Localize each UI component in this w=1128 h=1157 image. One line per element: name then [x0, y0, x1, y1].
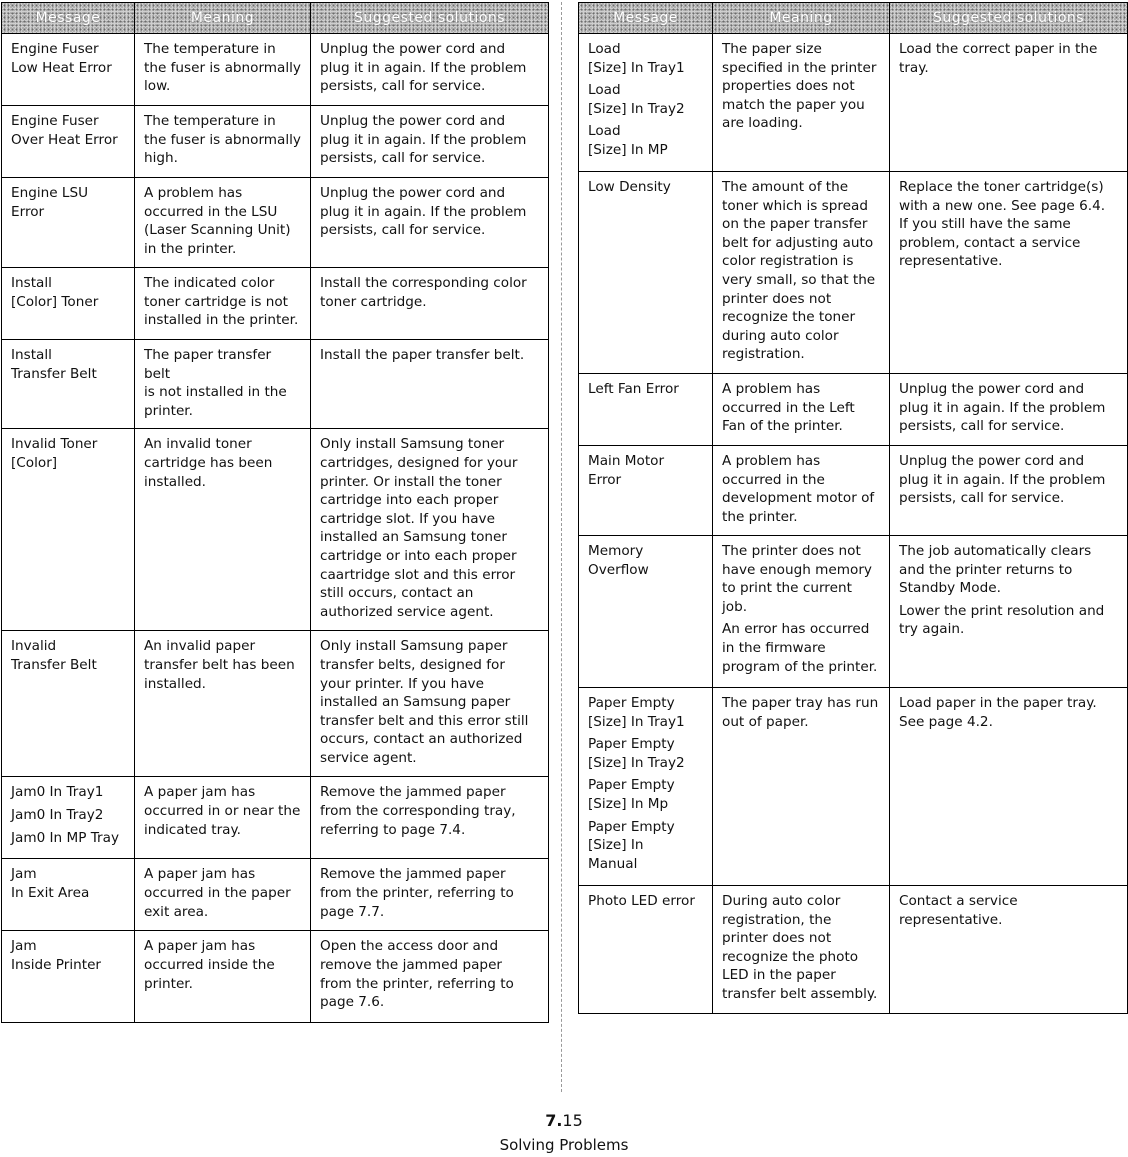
solution-cell	[890, 172, 1128, 374]
meaning-text: A paper jam has occurred in or near the indicated tray.	[144, 784, 301, 838]
message-cell	[2, 34, 135, 106]
message-text: Install Transfer Belt	[11, 347, 97, 382]
solution-cell	[311, 340, 549, 429]
page-footer	[0, 1110, 1128, 1156]
solution-cell	[890, 688, 1128, 886]
solution-cell	[890, 374, 1128, 446]
right-message-table-column	[578, 2, 1127, 1014]
meaning-cell	[135, 631, 311, 777]
center-divider	[561, 2, 562, 1092]
meaning-text: An error has occurred in the firmware program of the printer.	[722, 621, 878, 675]
meaning-text: A problem has occurred in the LSU (Laser Scanning Unit) in the printer.	[144, 185, 291, 257]
solution-cell	[311, 178, 549, 268]
message-text: Invalid Transfer Belt	[11, 638, 97, 673]
table-row	[579, 446, 1128, 536]
solution-cell	[311, 931, 549, 1023]
header-message: Message	[579, 3, 713, 34]
meaning-text: A paper jam has occurred in the paper exit area.	[144, 866, 291, 920]
solution-text: Install the corresponding color toner cartridge.	[320, 275, 527, 310]
solution-text: Unplug the power cord and plug it in again. If the problem persists, call for service.	[320, 185, 527, 239]
message-text: Jam0 In Tray1	[11, 784, 104, 801]
message-cell	[2, 931, 135, 1023]
left-message-table-column	[1, 2, 548, 1023]
meaning-text: The temperature in the fuser is abnormally low.	[144, 41, 301, 95]
left-table-body	[2, 34, 549, 1023]
message-cell	[579, 688, 713, 886]
solution-cell	[890, 536, 1128, 688]
left-message-table	[1, 2, 549, 1023]
message-text: Paper Empty [Size] In Tray1	[588, 695, 685, 730]
table-row	[579, 374, 1128, 446]
solution-text: Remove the jammed paper from the corresponding tray, referring to page 7.4.	[320, 784, 516, 838]
solution-text: Load paper in the paper tray. See page 4.2.	[899, 695, 1097, 730]
message-cell	[2, 777, 135, 859]
meaning-text: A paper jam has occurred inside the printer.	[144, 938, 275, 992]
solution-cell	[890, 446, 1128, 536]
solution-text: Unplug the power cord and plug it in again. If the problem persists, call for service.	[899, 381, 1106, 435]
right-table-body	[579, 34, 1128, 1014]
meaning-cell	[135, 859, 311, 931]
meaning-cell	[713, 374, 890, 446]
table-header-row	[2, 3, 549, 34]
message-text: Load [Size] In Tray2	[588, 82, 685, 117]
message-cell	[579, 536, 713, 688]
message-text: Memory Overflow	[588, 543, 649, 578]
meaning-text: The temperature in the fuser is abnormally high.	[144, 113, 301, 167]
message-text: Invalid Toner [Color]	[11, 436, 98, 471]
solution-text: Remove the jammed paper from the printer, referring to page 7.7.	[320, 866, 514, 920]
meaning-cell	[135, 106, 311, 178]
message-text: Jam In Exit Area	[11, 866, 90, 901]
table-row	[2, 340, 549, 429]
table-row	[2, 859, 549, 931]
message-text: Engine Fuser Low Heat Error	[11, 41, 112, 76]
solution-text: Unplug the power cord and plug it in again. If the problem persists, call for service.	[320, 113, 527, 167]
table-row	[2, 106, 549, 178]
message-cell	[2, 429, 135, 631]
solution-text: The job automatically clears and the printer returns to Standby Mode.	[899, 543, 1092, 597]
solution-text: Contact a service representative.	[899, 893, 1018, 928]
solution-cell	[311, 859, 549, 931]
solution-text: Unplug the power cord and plug it in again. If the problem persists, call for service.	[899, 453, 1106, 507]
message-text: Left Fan Error	[588, 381, 679, 397]
message-cell	[2, 178, 135, 268]
meaning-cell	[135, 34, 311, 106]
meaning-cell	[135, 931, 311, 1023]
message-text: Main Motor Error	[588, 453, 665, 488]
table-row	[2, 178, 549, 268]
meaning-text: The paper size specified in the printer properties does not match the paper you are loading.	[722, 41, 877, 132]
header-meaning: Meaning	[135, 3, 311, 34]
table-row	[2, 631, 549, 777]
table-header-row	[579, 3, 1128, 34]
solution-cell	[311, 777, 549, 859]
message-cell	[2, 268, 135, 340]
meaning-cell	[713, 886, 890, 1014]
message-text: Jam Inside Printer	[11, 938, 102, 973]
section-title: Solving Problems	[499, 1136, 629, 1154]
header-suggested-solutions: Suggested solutions	[890, 3, 1128, 34]
message-text: Jam0 In Tray2	[11, 806, 104, 823]
solution-text: Lower the print resolution and try again.	[899, 602, 1105, 638]
meaning-text: A problem has occurred in the Left Fan of the printer.	[722, 381, 855, 435]
message-cell	[579, 886, 713, 1014]
message-cell	[2, 106, 135, 178]
meaning-cell	[713, 536, 890, 688]
page-chapter: 7.	[545, 1111, 563, 1130]
meaning-text: The indicated color toner cartridge is not installed in the printer.	[144, 275, 299, 329]
message-text: Paper Empty [Size] In Manual	[588, 818, 675, 872]
meaning-text: During auto color registration, the printer does not recognize the photo LED in the paper transfer belt assembly.	[722, 893, 878, 1002]
message-cell	[579, 34, 713, 172]
meaning-text: The amount of the toner which is spread on the paper transfer belt for adjusting auto color registration is very small, so that the printer does not recognize the toner during auto color registration.	[722, 179, 876, 363]
message-text: Low Density	[588, 179, 671, 195]
message-cell	[579, 374, 713, 446]
table-row	[2, 429, 549, 631]
solution-cell	[311, 34, 549, 106]
meaning-text: An invalid toner cartridge has been installed.	[144, 436, 273, 490]
meaning-cell	[713, 172, 890, 374]
message-cell	[2, 340, 135, 429]
meaning-cell	[713, 446, 890, 536]
solution-cell	[311, 268, 549, 340]
solution-text: Only install Samsung paper transfer belts, designed for your printer. If you have installed an Samsung paper transfer belt and this error still occurs, contact an authorized service agent.	[320, 638, 529, 766]
right-message-table	[578, 2, 1128, 1014]
message-text: Paper Empty [Size] In Mp	[588, 777, 675, 812]
solution-cell	[311, 631, 549, 777]
meaning-cell	[135, 340, 311, 429]
table-row	[579, 34, 1128, 172]
table-row	[579, 886, 1128, 1014]
table-row	[579, 536, 1128, 688]
page-number-value: 15	[562, 1111, 583, 1130]
message-cell	[579, 172, 713, 374]
message-text: Engine LSU Error	[11, 185, 89, 220]
message-text: Paper Empty [Size] In Tray2	[588, 736, 685, 771]
meaning-cell	[135, 178, 311, 268]
solution-cell	[311, 429, 549, 631]
solution-text: Install the paper transfer belt.	[320, 347, 525, 363]
solution-text: Open the access door and remove the jammed paper from the printer, referring to page 7.6.	[320, 938, 514, 1011]
table-row	[579, 688, 1128, 886]
header-suggested-solutions: Suggested solutions	[311, 3, 549, 34]
table-row	[2, 268, 549, 340]
solution-cell	[890, 34, 1128, 172]
message-text: Jam0 In MP Tray	[11, 829, 120, 846]
meaning-text: A problem has occurred in the development motor of the printer.	[722, 453, 875, 525]
message-cell	[2, 859, 135, 931]
page-number	[0, 1110, 1128, 1132]
message-text: Engine Fuser Over Heat Error	[11, 113, 118, 148]
meaning-text: The paper transfer belt is not installed in the printer.	[144, 347, 287, 419]
meaning-cell	[135, 268, 311, 340]
solution-cell	[311, 106, 549, 178]
table-row	[2, 931, 549, 1023]
meaning-cell	[135, 429, 311, 631]
table-row	[579, 172, 1128, 374]
meaning-cell	[713, 688, 890, 886]
meaning-cell	[135, 777, 311, 859]
solution-text: Replace the toner cartridge(s) with a new one. See page 6.4. If you still have the same problem, contact a service representative.	[899, 179, 1106, 270]
message-cell	[579, 446, 713, 536]
solution-text: Load the correct paper in the tray.	[899, 41, 1098, 76]
header-message: Message	[2, 3, 135, 34]
meaning-text: The printer does not have enough memory to print the current job.	[722, 543, 872, 615]
meaning-text: The paper tray has run out of paper.	[722, 695, 879, 730]
meaning-text: An invalid paper transfer belt has been installed.	[144, 638, 295, 692]
message-cell	[2, 631, 135, 777]
message-text: Load [Size] In MP	[588, 123, 668, 158]
solution-text: Unplug the power cord and plug it in again. If the problem persists, call for service.	[320, 41, 527, 95]
message-text: Load [Size] In Tray1	[588, 41, 685, 76]
table-row	[2, 777, 549, 859]
header-meaning: Meaning	[713, 3, 890, 34]
meaning-cell	[713, 34, 890, 172]
message-text: Install [Color] Toner	[11, 275, 99, 310]
table-row	[2, 34, 549, 106]
solution-text: Only install Samsung toner cartridges, designed for your printer. Or install the toner cartridge into each proper cartridge slot. If you have installed an Samsung toner cartridge or into each proper caartridge slot and this error still occurs, contact an authorized service agent.	[320, 436, 518, 620]
solution-cell	[890, 886, 1128, 1014]
message-text: Photo LED error	[588, 893, 695, 909]
